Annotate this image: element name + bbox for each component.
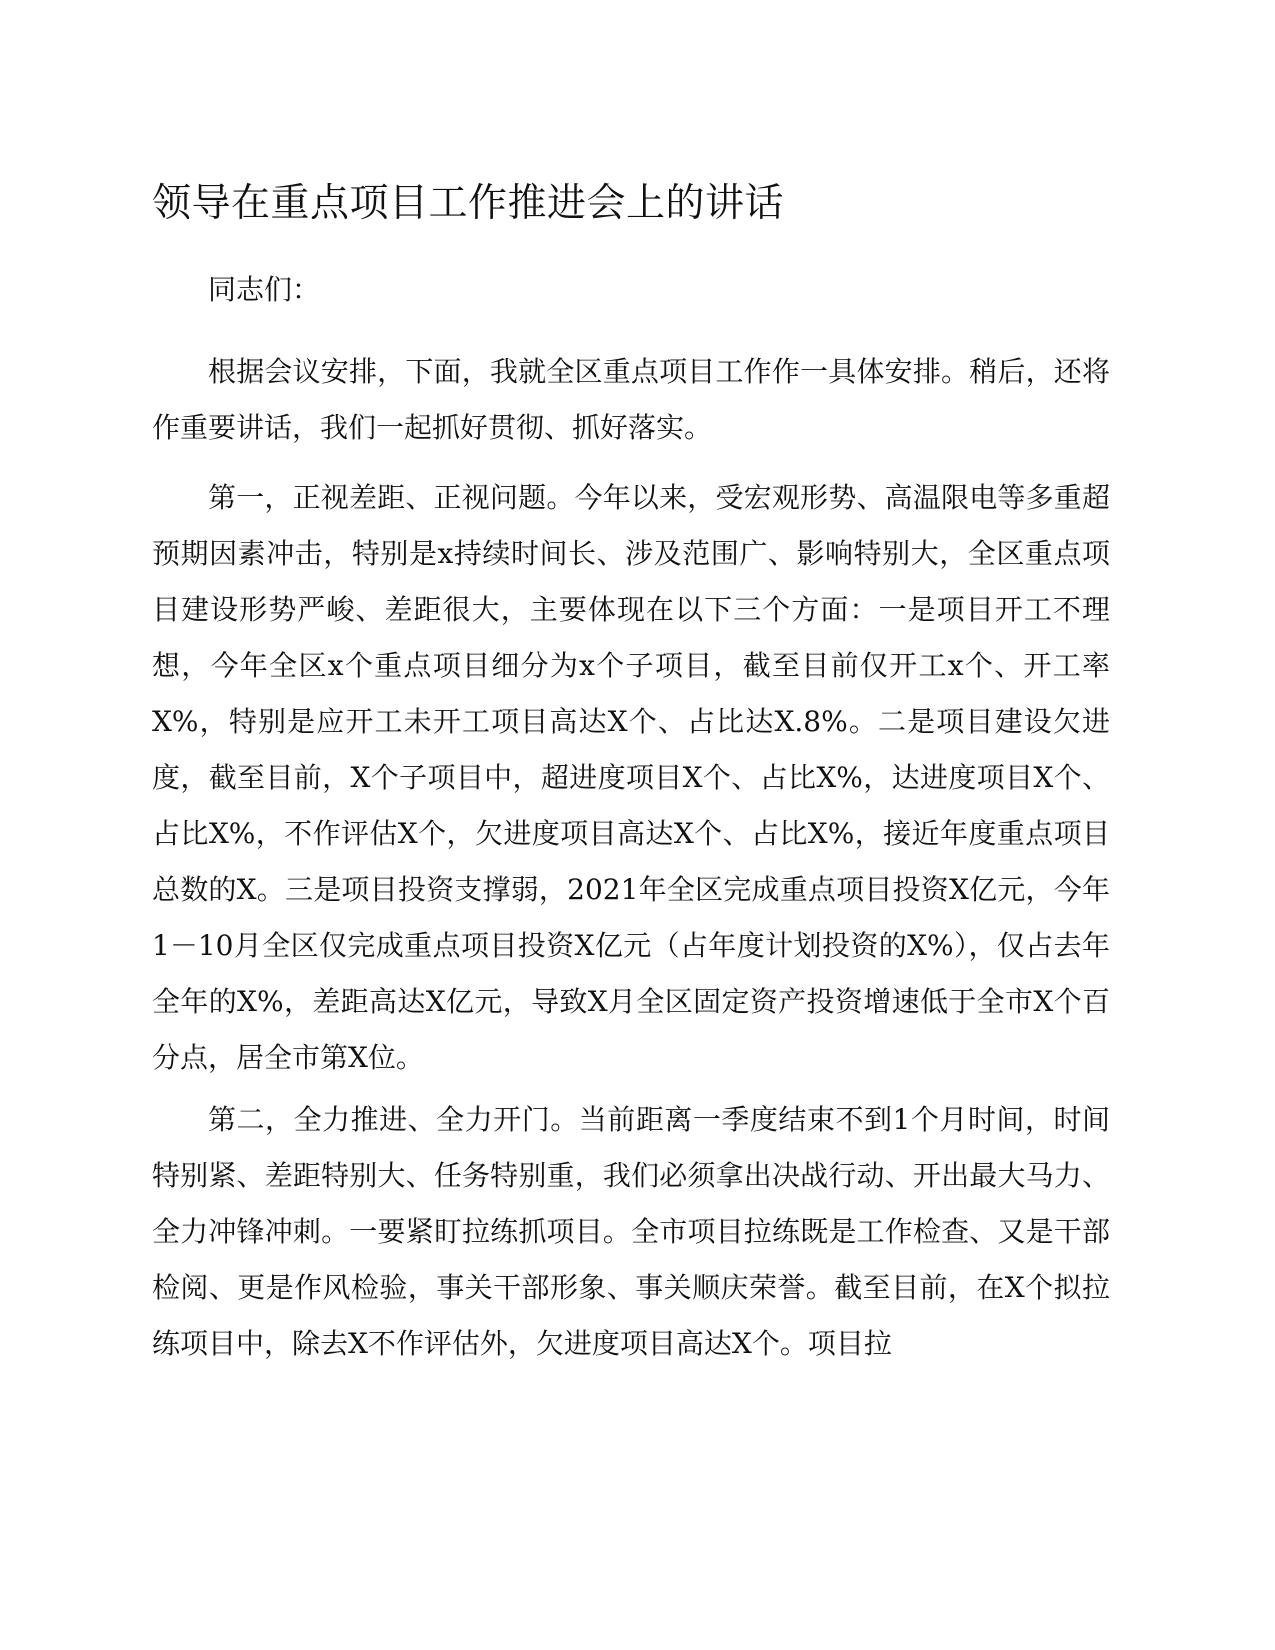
paragraph-first-point: 第一，正视差距、正视问题。今年以来，受宏观形势、高温限电等多重超预期因素冲击，特别是x持续时间长、涉及范围广、影响特别大，全区重点项目建设形势严峻、差距很大，主要体现在以下三个方面：一是项目开工不理想，今年全区x个重点项目细分为x个子项目，截至目前仅开工x个、开工率X%，特别是应开工未开工项目高达X个、占比达X.8%。二是项目建设欠进度，截至目前，X个子项目中，超进度项目X个、占比X%，达进度项目X个、占比X%，不作评估X个，欠进度项目高达X个、占比X%，接近年度重点项目总数的X。三是项目投资支撑弱，2021年全区完成重点项目投资X亿元，今年1－10月全区仅完成重点项目投资X亿元（占年度计划投资的X%），仅占去年全年的X%，差距高达X亿元，导致X月全区固定资产投资增速低于全市X个百分点，居全市第X位。 — [152, 481, 1110, 1074]
paragraph-second-point: 第二，全力推进、全力开门。当前距离一季度结束不到1个月时间，时间特别紧、差距特别大、任务特别重，我们必须拿出决战行动、开出最大马力、全力冲锋冲刺。一要紧盯拉练抓项目。全市项目拉练既是工作检查、又是干部检阅、更是作风检验，事关干部形象、事关顺庆荣誉。截至目前，在X个拟拉练项目中，除去X不作评估外，欠进度项目高达X个。项目拉 — [152, 1103, 1110, 1360]
paragraph-arrangement: 根据会议安排，下面，我就全区重点项目工作作一具体安排。稍后，还将作重要讲话，我们一起抓好贯彻、抓好落实。 — [152, 355, 1110, 444]
document-title: 领导在重点项目工作推进会上的讲话 — [152, 181, 785, 226]
greeting: 同志们： — [208, 273, 321, 306]
